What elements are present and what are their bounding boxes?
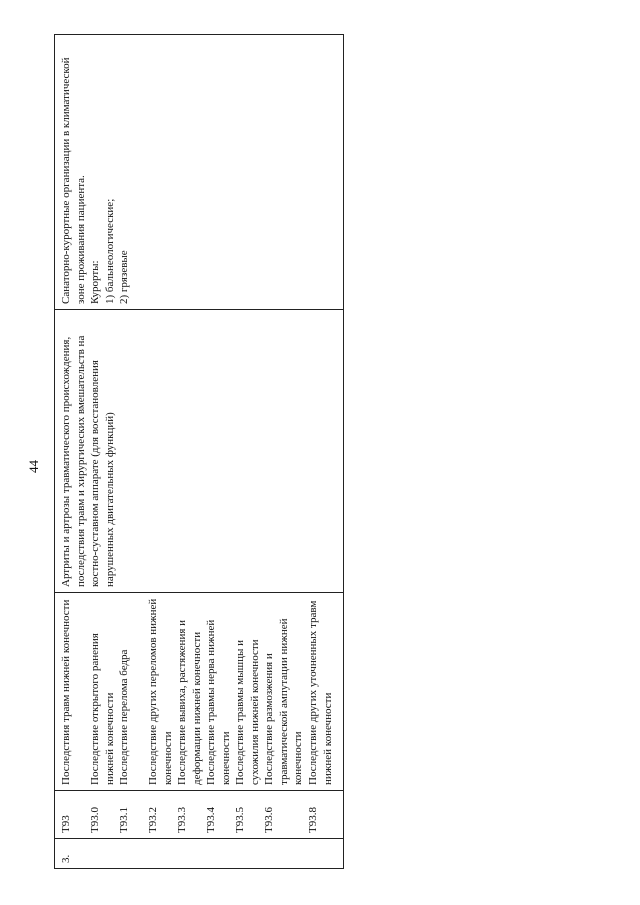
diagnosis-name: Последствие вывиха, растяжения и деформации нижней конечности bbox=[176, 619, 203, 785]
indications-table bbox=[54, 34, 344, 869]
diagnosis-name: Последствие других переломов нижней конечности bbox=[147, 598, 174, 785]
row-number: 3. bbox=[60, 854, 72, 863]
diagnosis-code: T93 bbox=[60, 815, 72, 833]
codes-cell bbox=[55, 791, 344, 839]
diagnosis-code: T93.6 bbox=[263, 807, 275, 833]
resort-item: 1) бальнеологические; bbox=[103, 198, 116, 304]
diagnosis-name: Последствие других уточненных травм нижней конечности bbox=[307, 600, 334, 785]
resorts-title: Курорты: bbox=[89, 260, 101, 304]
page-number: 44 bbox=[26, 460, 41, 473]
diagnosis-name: Последствие травмы мышцы и сухожилия нижней конечности bbox=[234, 639, 261, 785]
organizations-text: Санаторно-курортные организации в климатической зоне проживания пациента. bbox=[60, 57, 87, 304]
diagnosis-name: Последствия травм нижней конечности bbox=[60, 599, 72, 785]
indication-cell bbox=[55, 310, 344, 593]
resorts-cell bbox=[55, 35, 344, 310]
diagnosis-name: Последствие размозжения и травматической ампутации нижней конечности bbox=[263, 618, 304, 785]
diagnosis-names-cell bbox=[55, 593, 344, 791]
diagnosis-code: T93.1 bbox=[118, 807, 130, 833]
diagnosis-name: Последствие перелома бедра bbox=[118, 649, 130, 785]
diagnosis-code: T93.4 bbox=[205, 807, 217, 833]
diagnosis-code: T93.5 bbox=[234, 807, 246, 833]
indication-text: Артриты и артрозы травматического происхождения, последствия травм и хирургических вмешательств на костно-суставном аппарате (для восстановления нарушенных двигательных функций) bbox=[60, 335, 116, 587]
diagnosis-code: T93.3 bbox=[176, 807, 188, 833]
diagnosis-name: Последствие открытого ранения нижней конечности bbox=[89, 633, 116, 785]
diagnosis-code: T93.8 bbox=[307, 807, 319, 833]
diagnosis-code: T93.0 bbox=[89, 807, 101, 833]
row-number-cell bbox=[55, 839, 344, 869]
resort-item: 2) грязевые bbox=[118, 250, 130, 304]
table-row bbox=[55, 35, 344, 869]
diagnosis-name: Последствие травмы нерва нижней конечности bbox=[205, 619, 232, 785]
diagnosis-code: T93.2 bbox=[147, 807, 159, 833]
